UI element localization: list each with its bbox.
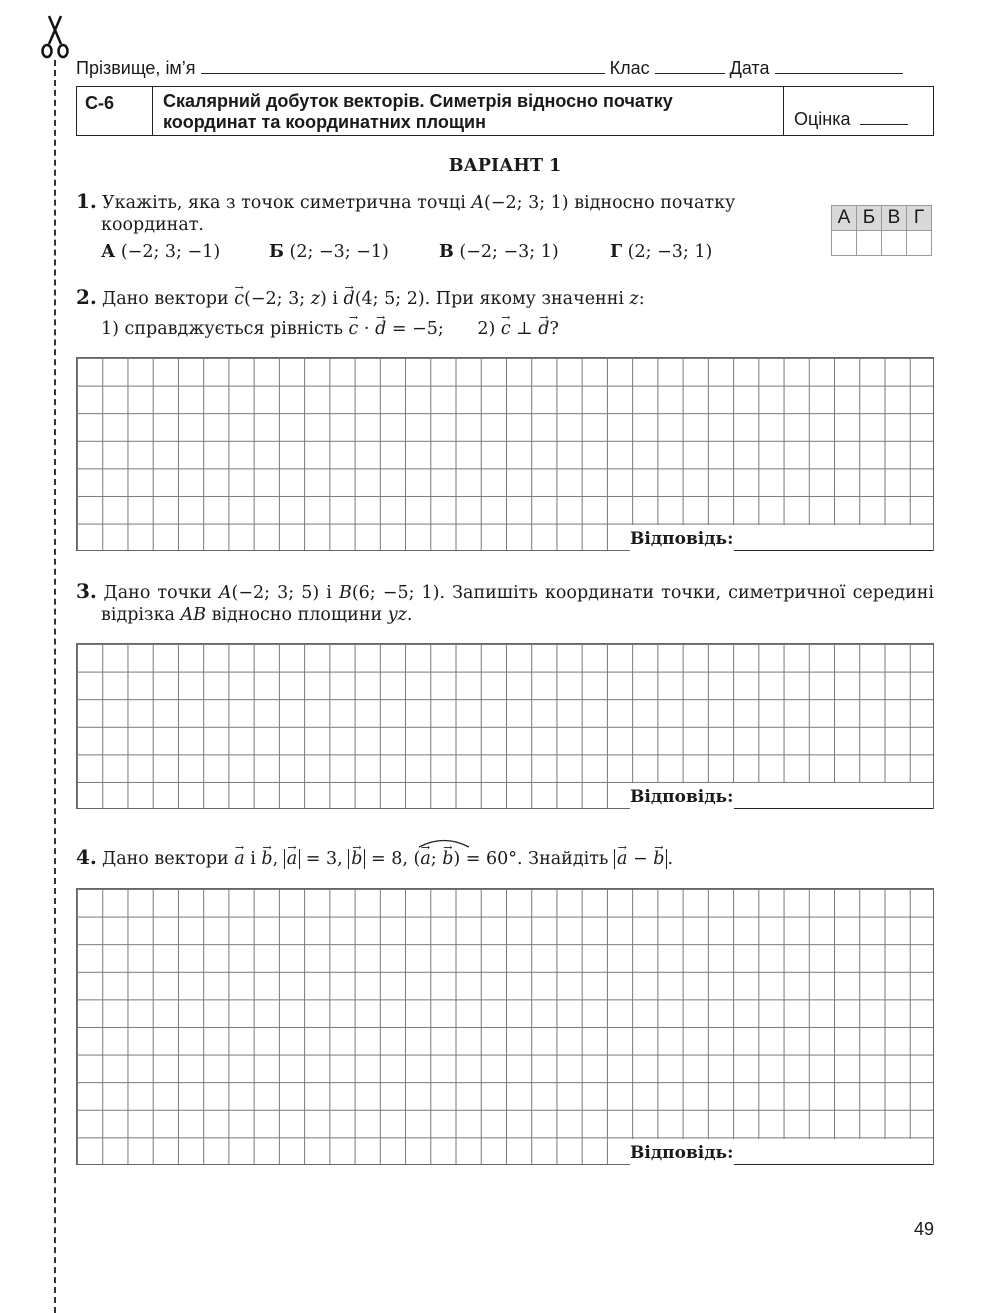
option-a: А (−2; 3; −1) bbox=[101, 242, 221, 262]
question-1-number: 1. bbox=[76, 189, 97, 213]
test-title-line1: Скалярний добуток векторів. Симетрія відносно початку bbox=[163, 91, 673, 111]
answer-field-2[interactable] bbox=[734, 550, 933, 551]
date-field[interactable] bbox=[775, 72, 903, 74]
answer-choice-cell[interactable] bbox=[832, 231, 857, 256]
answer-grid-3[interactable] bbox=[76, 643, 934, 809]
question-2-text: Дано вектори → c(−2; 3; z) і → d(4; 5; 2). При якому значенні z: bbox=[102, 289, 645, 309]
answer-choice-header: А bbox=[832, 206, 857, 231]
option-b: Б (2; −3; −1) bbox=[269, 242, 389, 262]
answer-choice-cell[interactable] bbox=[857, 231, 882, 256]
answer-field-3[interactable] bbox=[734, 808, 933, 809]
answer-label: Відповідь: bbox=[630, 787, 734, 807]
name-field[interactable] bbox=[201, 72, 605, 74]
variant-title: ВАРІАНТ 1 bbox=[448, 156, 562, 176]
class-label: Клас bbox=[609, 58, 650, 78]
answer-line-2 bbox=[630, 525, 933, 551]
answer-grid-2[interactable] bbox=[76, 357, 934, 551]
name-label: Прізвище, ім’я bbox=[76, 58, 196, 78]
answer-label: Відповідь: bbox=[630, 529, 734, 549]
question-4-text: Дано вектори → a і → b, → a = 3, → b = 8, ( → a; → b) = 60°. Знайдіть → a − → b . bbox=[102, 849, 673, 869]
option-g: Г (2; −3; 1) bbox=[610, 242, 713, 262]
grade-label: Оцінка bbox=[794, 109, 851, 129]
answer-choice-table bbox=[831, 205, 932, 256]
answer-label: Відповідь: bbox=[630, 1143, 734, 1163]
grade-cell bbox=[784, 87, 933, 135]
question-2 bbox=[76, 286, 934, 340]
answer-choice-header: Б bbox=[857, 206, 882, 231]
page-number: 49 bbox=[913, 1219, 934, 1239]
answer-line-4 bbox=[630, 1139, 933, 1165]
question-2-subquestions: 1) справджується рівність → c · → d = −5; 2) → c ⊥ → d? bbox=[76, 318, 934, 340]
grade-field[interactable] bbox=[860, 123, 908, 125]
test-title-line2: координат та координатних площин bbox=[163, 112, 486, 132]
question-3-text-cont: відрізка AB відносно площини yz. bbox=[101, 605, 413, 625]
question-3-number: 3. bbox=[76, 579, 97, 603]
date-label: Дата bbox=[729, 58, 770, 78]
test-code: С-6 bbox=[77, 87, 153, 135]
question-2-number: 2. bbox=[76, 285, 97, 309]
scissors-icon bbox=[40, 14, 70, 60]
answer-choice-header: В bbox=[882, 206, 907, 231]
option-v: В (−2; −3; 1) bbox=[439, 242, 559, 262]
test-header-box bbox=[76, 86, 934, 136]
class-field[interactable] bbox=[655, 72, 725, 74]
question-4-number: 4. bbox=[76, 845, 97, 869]
answer-choice-header: Г bbox=[907, 206, 932, 231]
question-1 bbox=[76, 190, 776, 236]
question-1-text: Укажіть, яка з точок симетрична точці A(−2; 3; 1) відносно початку bbox=[101, 193, 736, 213]
answer-choice-cell[interactable] bbox=[907, 231, 932, 256]
question-3-text: Дано точки A(−2; 3; 5) і B(6; −5; 1). Запишіть координати точки, симетричної середині bbox=[103, 583, 934, 603]
answer-grid-4[interactable] bbox=[76, 888, 934, 1165]
question-3 bbox=[76, 580, 934, 626]
answer-line-3 bbox=[630, 783, 933, 809]
student-info-line bbox=[76, 58, 934, 79]
test-title bbox=[153, 87, 784, 135]
answer-field-4[interactable] bbox=[734, 1164, 933, 1165]
question-1-text-cont: координат. bbox=[101, 215, 204, 235]
question-4 bbox=[76, 845, 934, 871]
cut-line bbox=[54, 60, 56, 1313]
answer-choice-cell[interactable] bbox=[882, 231, 907, 256]
